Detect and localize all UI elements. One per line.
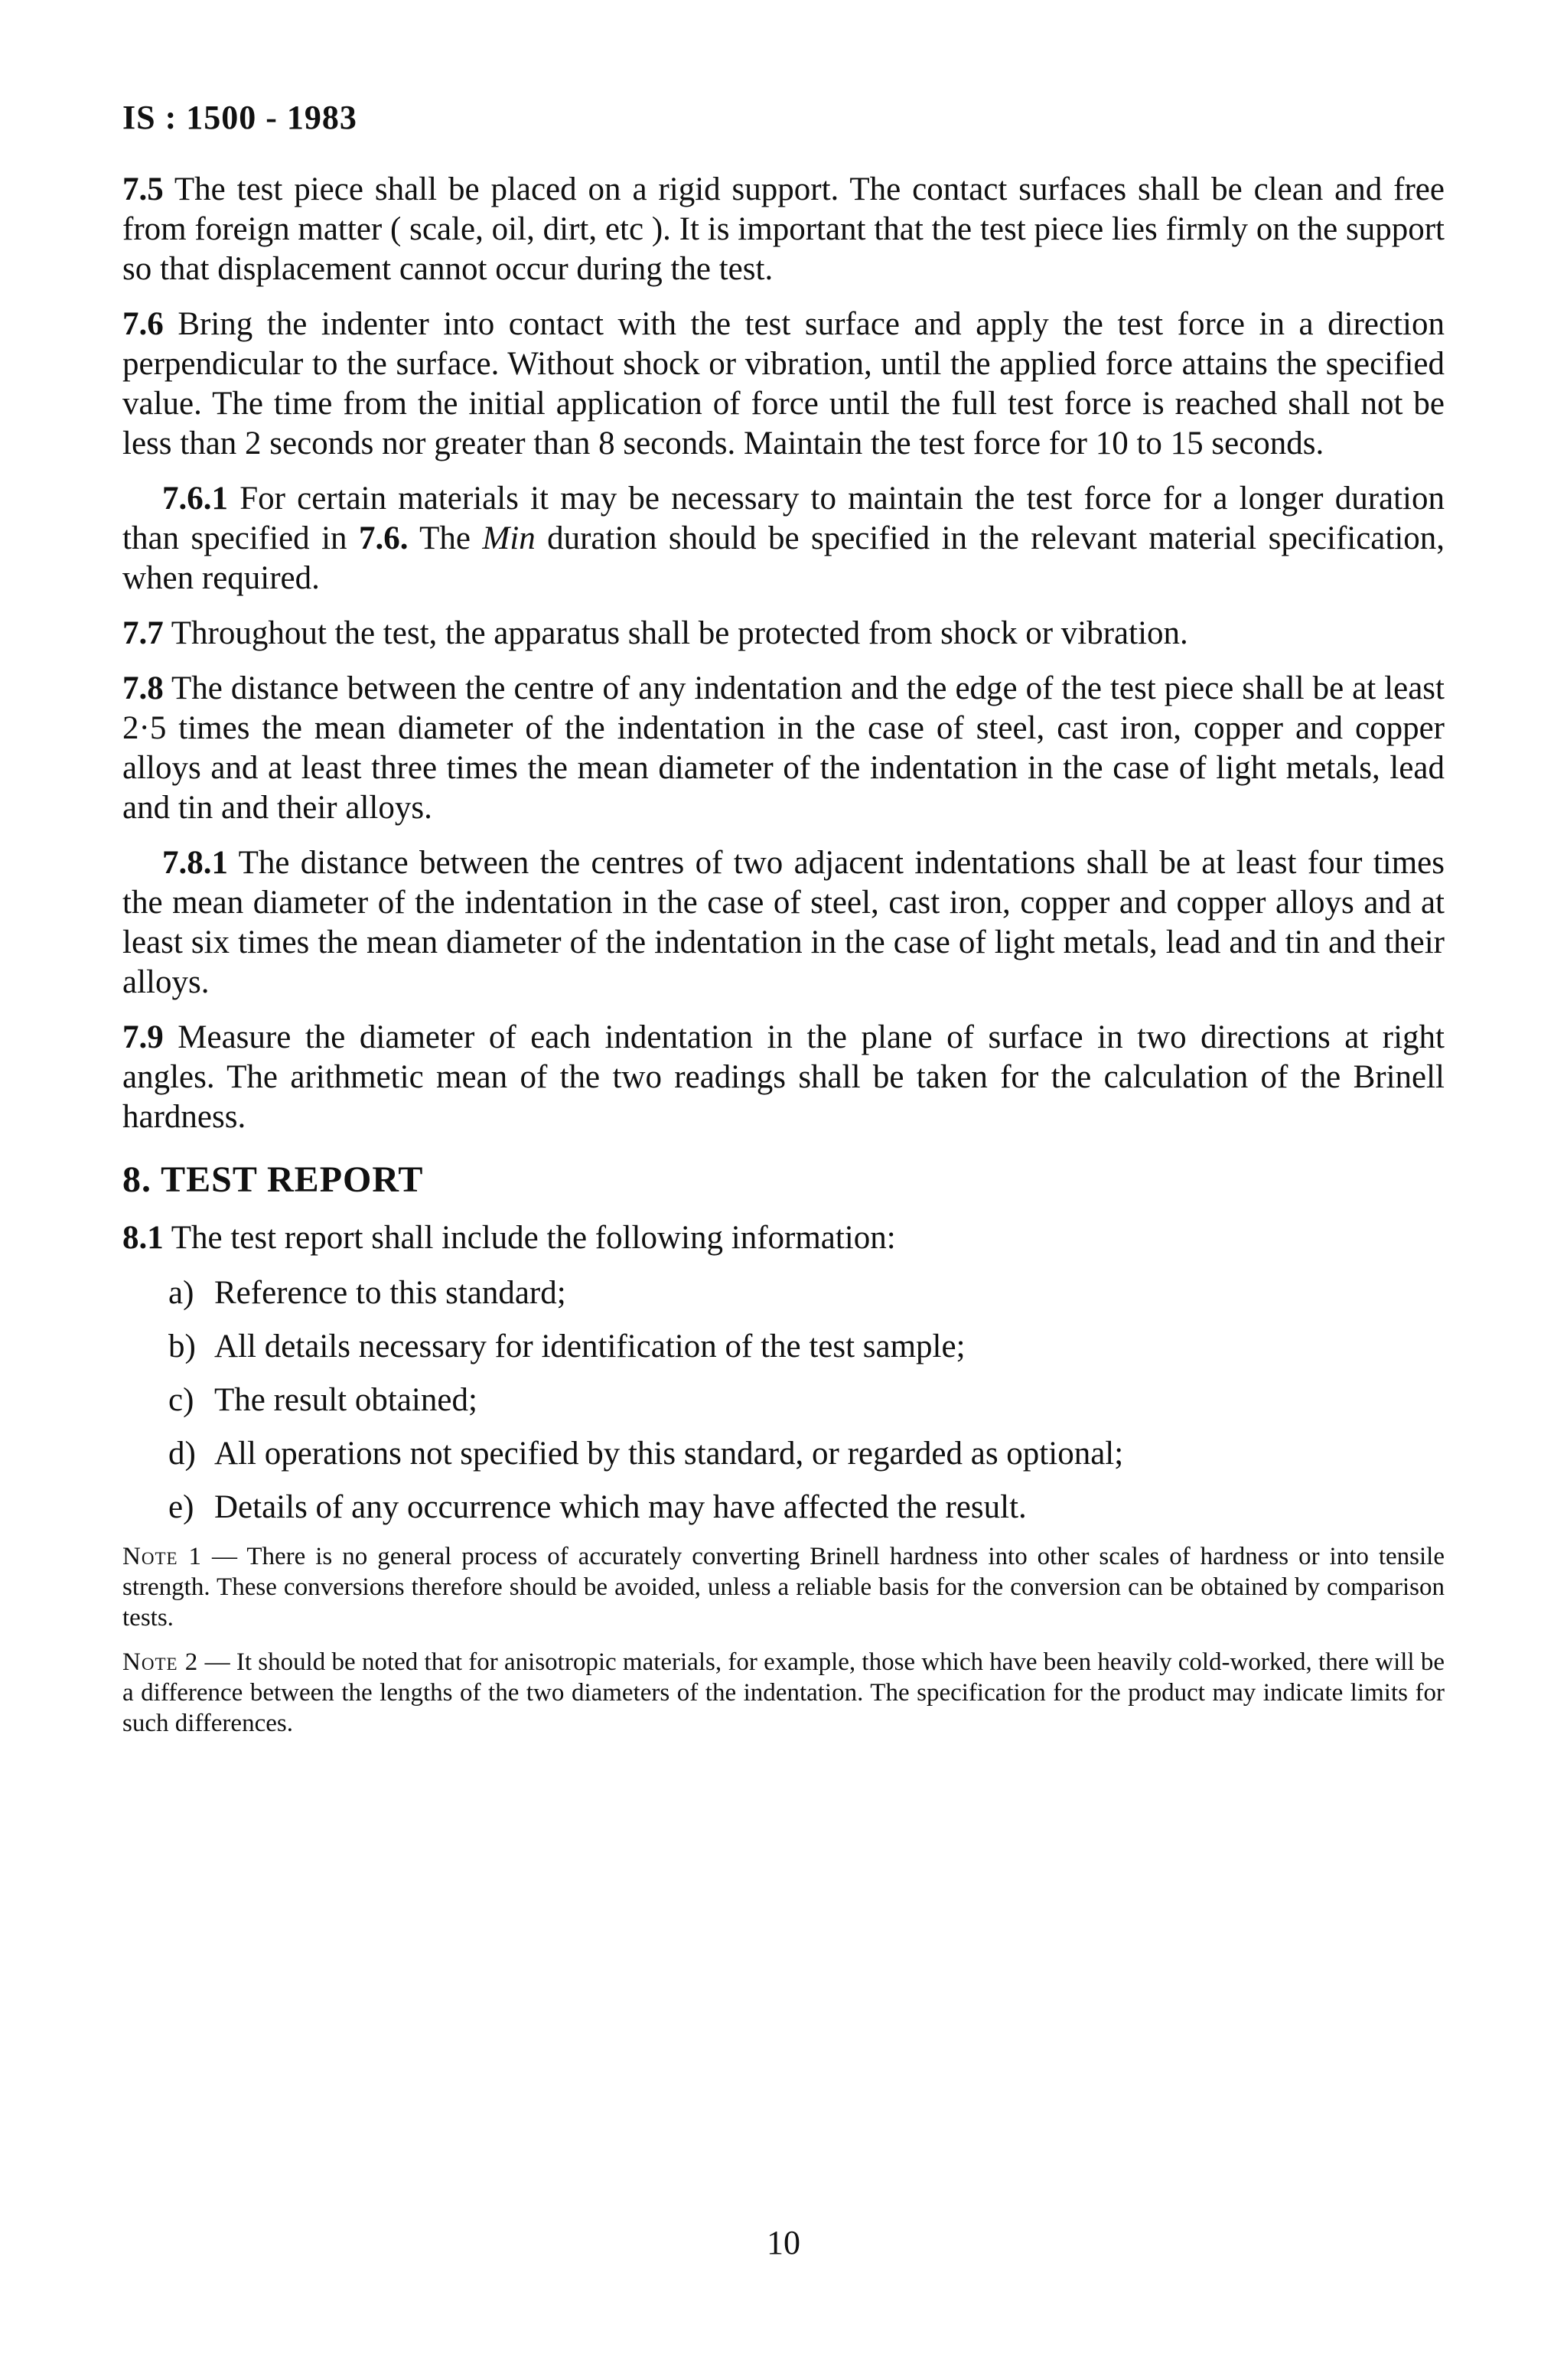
list-item [122,1488,1445,1527]
list-item [122,1327,1445,1367]
standard-header: IS : 1500 - 1983 [122,99,357,136]
list-item-marker: b) [168,1329,196,1364]
clause-text: For certain materials it may be necessary to maintain the test force for a longer duration than specified in [122,481,1445,556]
list-item-text: Reference to this standard; [214,1275,566,1311]
list-item-text: Details of any occurrence which may have affected the result. [214,1489,1027,1525]
clause-7-9 [122,1018,1445,1137]
report-items-list [122,1273,1445,1527]
note-1 [122,1541,1445,1633]
clause-text: duration should be specified in the relevant material specification, when required. [122,520,1445,596]
clause-8-1 [122,1218,1445,1258]
document-body [122,170,1445,1752]
clause-number: 7.7 [122,615,164,651]
clause-text: The distance between the centres of two adjacent indentations shall be at least four times the mean diameter of the indentation in the case of steel, cast iron, copper and copper alloys and at least six times the mean diameter of the indentation in the case of light metals, lead and tin and their alloys. [122,845,1445,1000]
clause-7-8 [122,669,1445,828]
note-label: Note 1 [122,1543,203,1570]
list-item-marker: e) [168,1489,194,1525]
note-text: — It should be noted that for anisotropic materials, for example, those which have been heavily cold-worked, there will be a difference between the lengths of the two diameters of the indentation. The specification for the product may indicate limits for such differences. [122,1648,1445,1737]
clause-number: 7.5 [122,171,164,207]
clause-7-8-1 [122,843,1445,1003]
clause-number: 7.8.1 [162,845,228,881]
note-label: Note 2 [122,1648,199,1676]
list-item-marker: a) [168,1275,194,1311]
clause-7-6 [122,305,1445,464]
clause-text: The distance between the centre of any indentation and the edge of the test piece shall be at least 2·5 times the mean diameter of the indentation in the case of steel, cast iron, copper and copper alloys and at least three times the mean diameter of the indentation in the case of light metals, lead and tin and their alloys. [122,670,1445,826]
clause-7-7 [122,614,1445,654]
list-item-text: All details necessary for identification of the test sample; [214,1329,966,1364]
clause-number: 8.1 [122,1220,164,1256]
list-item-text: All operations not specified by this standard, or regarded as optional; [214,1436,1124,1472]
list-item-marker: c) [168,1382,194,1418]
list-item-marker: d) [168,1436,196,1472]
list-item [122,1381,1445,1420]
clause-number: 7.9 [122,1019,164,1055]
note-text: — There is no general process of accurately converting Brinell hardness into other scales of hardness or into tensile strength. These conversions therefore should be avoided, unless a reliable basis for the conversion can be obtained by comparison tests. [122,1543,1445,1632]
list-item [122,1273,1445,1313]
clause-text: The [419,520,471,556]
clause-text: Measure the diameter of each indentation in the plane of surface in two directions at right angles. The arithmetic mean of the two readings shall be taken for the calculation of the Brinell hardness. [122,1019,1445,1135]
clause-emphasis: Min [482,520,536,556]
clause-text: Bring the indenter into contact with the test surface and apply the test force in a direction perpendicular to the surface. Without shock or vibration, until the applied force attains the specified value. The time from the initial application of force until the full test force is reached shall not be less than 2 seconds nor greater than 8 seconds. Maintain the test force for 10 to 15 seconds. [122,306,1445,461]
clause-number: 7.8 [122,670,164,706]
note-2 [122,1647,1445,1739]
list-item-text: The result obtained; [214,1382,477,1418]
clause-number: 7.6 [122,306,164,342]
section-heading-test-report: 8. TEST REPORT [122,1159,424,1200]
clause-number: 7.6.1 [162,481,228,517]
list-item [122,1434,1445,1474]
page-number: 10 [767,2224,800,2261]
clause-text: Throughout the test, the apparatus shall be protected from shock or vibration. [171,615,1188,651]
clause-7-5 [122,170,1445,289]
clause-reference: 7.6. [358,520,409,556]
clause-text: The test piece shall be placed on a rigid support. The contact surfaces shall be clean and free from foreign matter ( scale, oil, dirt, etc ). It is important that the test piece lies firmly on the support so that displacement cannot occur during the test. [122,171,1445,287]
clause-7-6-1 [122,479,1445,598]
clause-text: The test report shall include the following information: [171,1220,896,1256]
